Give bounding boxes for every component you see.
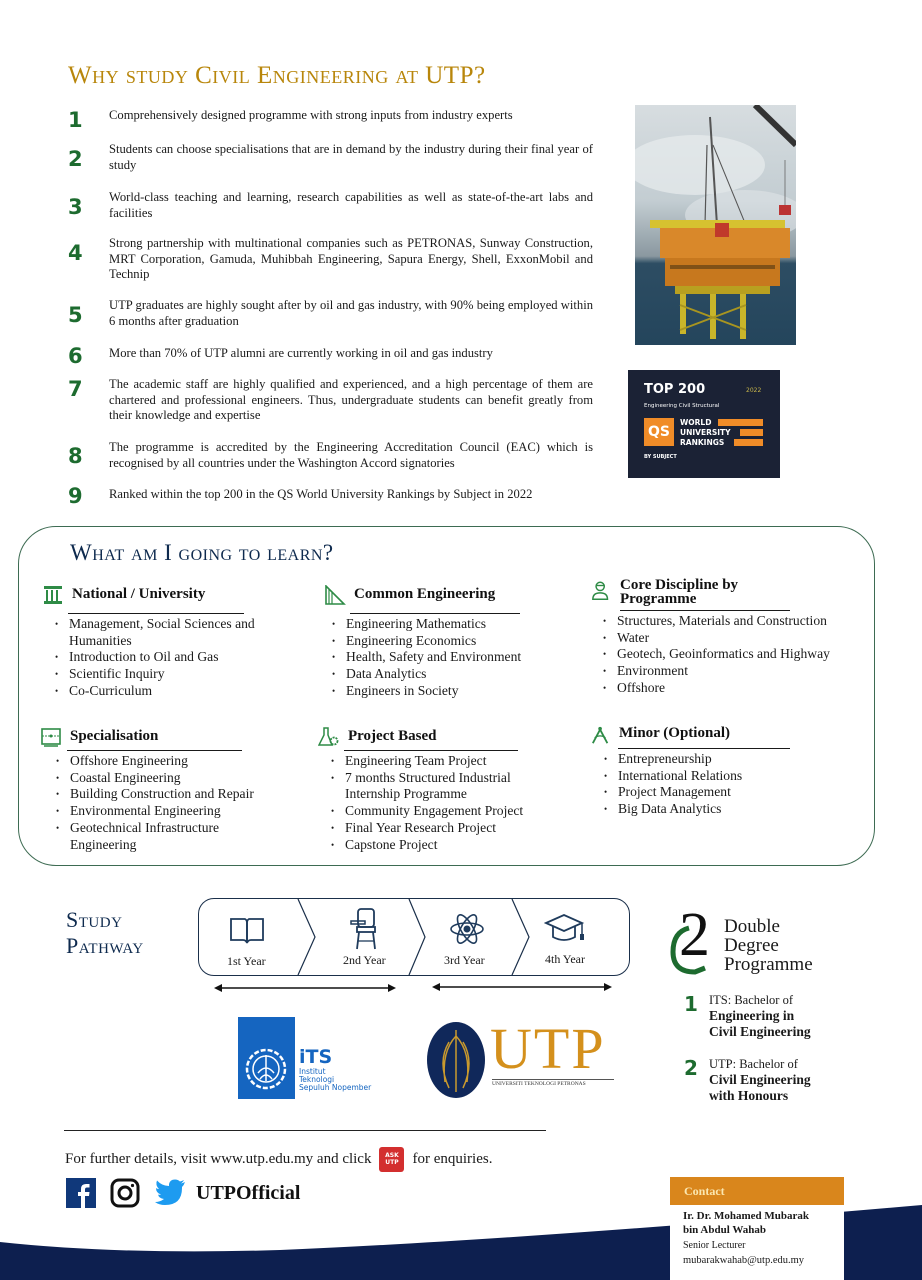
category-core-discipline xyxy=(590,578,860,697)
dd-item-number: 2 xyxy=(684,1056,698,1080)
list-item: • Geotech, Geoinformatics and Highway xyxy=(602,646,862,663)
its-short: iTS xyxy=(299,1046,333,1068)
list-item: • Geotechnical Infrastructure Engineering xyxy=(55,820,245,853)
its-line1: Institut xyxy=(299,1067,326,1076)
ruler-triangle-icon xyxy=(324,585,348,605)
double-degree-numeral: 2 xyxy=(679,901,710,969)
double-degree-logo xyxy=(669,901,725,976)
pillar-icon xyxy=(42,585,66,605)
dd-item-bold: Civil Engineering xyxy=(709,1024,811,1039)
qs-bar xyxy=(718,419,763,426)
why-study-title: Why study Civil Engineering at UTP? xyxy=(68,62,486,89)
list-item: • Management, Social Sciences and Humanities xyxy=(54,616,284,649)
further-details xyxy=(65,1147,492,1172)
category-title: Minor (Optional) xyxy=(619,725,730,741)
list-item: • Scientific Inquiry xyxy=(54,666,284,683)
ask-label: ASK xyxy=(385,1152,399,1159)
contact-card xyxy=(670,1177,844,1280)
year-label: 4th Year xyxy=(545,952,586,966)
list-item: • Introduction to Oil and Gas xyxy=(54,649,284,666)
list-item: • Big Data Analytics xyxy=(603,801,833,818)
list-item: • Environment xyxy=(602,663,862,680)
list-item: • Engineering Mathematics xyxy=(331,616,571,633)
list-item: • 7 months Structured Industrial Internship Programme xyxy=(330,770,535,803)
contact-name-line1: Ir. Dr. Mohamed Mubarak xyxy=(683,1210,810,1222)
why-item-text: World-class teaching and learning, research capabilities as well as state-of-the-art labs and facilities xyxy=(109,190,593,220)
category-title-line1: Core Discipline by xyxy=(620,577,739,593)
dd-item-number: 1 xyxy=(684,992,698,1016)
pathway-arrows xyxy=(214,980,614,996)
list-item: • Building Construction and Repair xyxy=(55,786,285,803)
its-fullname xyxy=(299,1068,371,1092)
qs-subject: Engineering Civil Structural xyxy=(644,403,720,409)
why-item-number: 9 xyxy=(68,484,83,508)
list-item: • International Relations xyxy=(603,768,833,785)
why-item xyxy=(68,108,593,132)
category-items xyxy=(331,616,571,700)
study-pathway-timeline xyxy=(198,898,630,976)
category-national-university xyxy=(42,585,302,700)
category-items xyxy=(330,753,545,853)
contact-email[interactable]: mubarakwahab@utp.edu.my xyxy=(683,1255,805,1266)
list-item: • Engineers in Society xyxy=(331,683,571,700)
compass-icon xyxy=(589,725,613,745)
contact-role: Senior Lecturer xyxy=(683,1240,746,1251)
list-item: • Entrepreneurship xyxy=(603,751,833,768)
why-item-number: 6 xyxy=(68,344,83,368)
footer-divider xyxy=(64,1130,546,1131)
list-item: • Structures, Materials and Construction xyxy=(602,613,862,630)
why-item-text: The programme is accredited by the Engineering Accreditation Council (EAC) which is recognised by all countries under the Washington Accord signatories xyxy=(109,440,593,470)
category-title: National / University xyxy=(72,586,206,602)
category-title: Project Based xyxy=(348,728,437,744)
list-item: • Offshore xyxy=(602,680,862,697)
why-item xyxy=(68,484,593,508)
its-line3: Sepuluh Nopember xyxy=(299,1083,372,1092)
list-item: • Community Engagement Project xyxy=(330,803,545,820)
list-item: • Coastal Engineering xyxy=(55,770,285,787)
category-items xyxy=(602,613,862,697)
dd-item-prefix: UTP: Bachelor of xyxy=(709,1057,798,1071)
category-divider xyxy=(67,750,242,751)
dd-title-line3: Programme xyxy=(724,954,813,975)
why-item-number: 4 xyxy=(68,241,83,265)
category-title: Specialisation xyxy=(70,728,159,744)
list-item: • Environmental Engineering xyxy=(55,803,285,820)
list-item: • Offshore Engineering xyxy=(55,753,285,770)
category-divider xyxy=(68,613,244,614)
why-item xyxy=(68,298,593,329)
atom-icon xyxy=(449,911,485,947)
why-item-text: Students can choose specialisations that are in demand by the industry during their final year of study xyxy=(109,142,593,172)
offshore-platform-photo xyxy=(635,105,796,345)
list-item: • Project Management xyxy=(603,784,833,801)
category-items xyxy=(54,616,284,700)
qs-logo: QS xyxy=(644,418,674,446)
utp-label: UTP xyxy=(385,1159,399,1166)
why-item-text: UTP graduates are highly sought after by oil and gas industry, with 90% being employed within 6 months after graduation xyxy=(109,298,593,328)
why-item-text: Strong partnership with multinational companies such as PETRONAS, Sunway Construction, MRT Corporation, Gamuda, Muhibbah Engineering, Sapura Energy, Shell, ExxonMobil and Technip xyxy=(109,236,593,281)
book-icon xyxy=(229,915,265,945)
qs-ranking-badge xyxy=(628,370,780,478)
why-item xyxy=(68,344,593,368)
year-label: 3rd Year xyxy=(444,953,485,967)
why-item-number: 8 xyxy=(68,444,83,468)
category-divider xyxy=(350,613,520,614)
category-common-engineering xyxy=(324,585,584,700)
why-item-number: 5 xyxy=(68,303,83,327)
double-degree-item xyxy=(684,992,811,1040)
why-item-number: 2 xyxy=(68,147,83,171)
why-item-text: Ranked within the top 200 in the QS World University Rankings by Subject in 2022 xyxy=(109,487,533,501)
engineer-icon xyxy=(590,580,614,602)
qs-top-label: TOP 200 xyxy=(644,382,706,397)
why-item-text: The academic staff are highly qualified and experienced, and a high percentage of them are chartered and professional engineers. Thus, undergraduate students can benefit greatly from their knowledge and expertise xyxy=(109,377,593,422)
category-title-line2: Programme xyxy=(620,591,697,607)
category-title: Common Engineering xyxy=(354,586,496,602)
study-pathway-title-line1: Study xyxy=(66,907,123,932)
why-item xyxy=(68,440,593,471)
social-handle: UTPOfficial xyxy=(196,1181,301,1204)
dd-title-line1: Double xyxy=(724,916,780,937)
qs-year: 2022 xyxy=(746,387,762,394)
why-item-number: 1 xyxy=(68,108,83,132)
category-divider xyxy=(344,750,518,751)
why-item-number: 3 xyxy=(68,195,83,219)
list-item: • Capstone Project xyxy=(330,837,545,854)
category-specialisation xyxy=(40,727,300,853)
list-item: • Water xyxy=(602,630,862,647)
study-pathway-title-line2: Pathway xyxy=(66,933,144,958)
double-degree-item xyxy=(684,1056,811,1104)
blueprint-icon xyxy=(40,727,64,747)
list-item: • Data Analytics xyxy=(331,666,571,683)
desk-chair-icon xyxy=(349,907,381,951)
list-item: • Health, Safety and Environment xyxy=(331,649,571,666)
list-item: • Engineering Team Project xyxy=(330,753,545,770)
dd-item-bold: Civil Engineering xyxy=(709,1072,811,1087)
why-item xyxy=(68,142,593,173)
utp-wordmark: UTP xyxy=(490,1016,606,1081)
dd-item-bold: Engineering in xyxy=(709,1008,795,1023)
why-item-text: Comprehensively designed programme with strong inputs from industry experts xyxy=(109,108,513,122)
qs-bar xyxy=(734,439,763,446)
why-item-text: More than 70% of UTP alumni are currently working in oil and gas industry xyxy=(109,346,493,360)
year-label: 1st Year xyxy=(227,954,266,968)
its-logo xyxy=(238,1017,295,1099)
qs-by-subject: BY SUBJECT xyxy=(644,454,677,460)
qs-world: WORLD xyxy=(680,418,712,427)
contact-name-line2: bin Abdul Wahab xyxy=(683,1224,766,1236)
further-text: For further details, visit www.utp.edu.my and click xyxy=(65,1151,372,1167)
year-label: 2nd Year xyxy=(343,953,386,967)
contact-header: Contact xyxy=(670,1177,844,1205)
category-divider xyxy=(620,610,790,611)
its-line2: Teknologi xyxy=(299,1075,335,1084)
category-divider xyxy=(618,748,790,749)
qs-rankings: RANKINGS xyxy=(680,438,725,447)
why-item-number: 7 xyxy=(68,377,83,401)
study-pathway-title xyxy=(66,907,144,959)
list-item: • Co-Curriculum xyxy=(54,683,284,700)
utp-fullname: UNIVERSITI TEKNOLOGI PETRONAS xyxy=(492,1079,614,1087)
dd-item-prefix: ITS: Bachelor of xyxy=(709,993,794,1007)
graduation-cap-icon xyxy=(544,913,588,947)
category-project-based xyxy=(318,727,578,853)
utp-emblem xyxy=(427,1022,485,1098)
why-item xyxy=(68,236,593,283)
why-item xyxy=(68,190,593,221)
category-minor xyxy=(589,725,849,818)
further-text-after: for enquiries. xyxy=(412,1151,493,1167)
list-item: • Engineering Economics xyxy=(331,633,571,650)
list-item: • Final Year Research Project xyxy=(330,820,545,837)
qs-bar xyxy=(740,429,763,436)
ask-utp-button[interactable] xyxy=(379,1147,404,1172)
learn-title: What am I going to learn? xyxy=(70,540,334,565)
double-degree-title xyxy=(724,917,813,974)
dd-title-line2: Degree xyxy=(724,935,779,956)
category-items xyxy=(55,753,285,853)
qs-university: UNIVERSITY xyxy=(680,428,731,437)
flask-gear-icon xyxy=(318,727,342,747)
dd-item-bold: with Honours xyxy=(709,1088,789,1103)
category-items xyxy=(603,751,833,818)
why-item xyxy=(68,377,593,424)
